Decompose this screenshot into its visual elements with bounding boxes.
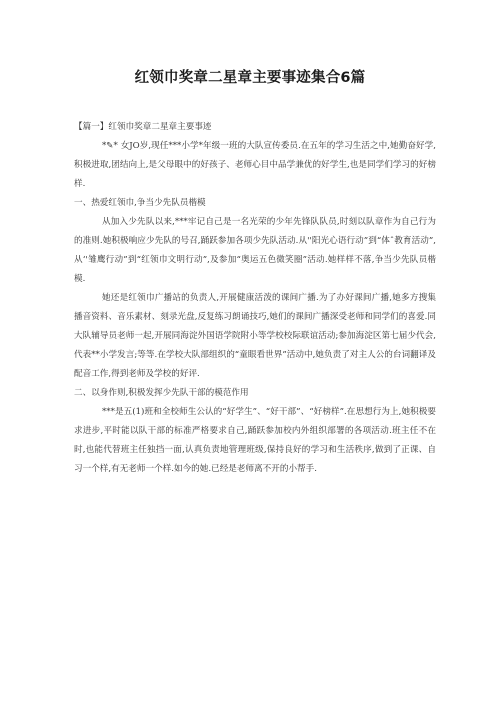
intro-paragraph: *✎* 女JO岁,现任***小学*年级一班的大队宣传委员.在五年的学习生活之中,她勤奋好学,积极进取,团结向上,是父母眼中的好孩子、老师心目中品学兼优的好学生,也是同学们学习的好榜样. xyxy=(74,141,436,189)
section-label: 【篇一】红领巾奖章二星章主要事迹 xyxy=(74,122,212,132)
body-paragraph-2: 她还是红领巾广播站的负责人,开展健康活泼的课间广播.为了办好课间广播,她多方搜集播音资料、音乐素材、刻录光盘,反复练习朗诵技巧,她们的课间广播深受老师和同学们的喜爱.同大队辅导员老师一起,开展同海淀外国语学院附小等学校校际联谊活动;参加海淀区第七届少代会,代表**小学发言;等等.在学校大队部组织的“童眼看世界”活动中,她负责了对主人公的台词翻译及配音工作,得到老师及学校的好评. xyxy=(74,293,436,379)
section-heading-1: 一、热爱红领巾,争当少先队员楷模 xyxy=(74,198,206,208)
body-paragraph-3: ***是五(1)班和全校师生公认的“好学生”、“好干部”、“好榜样”.在思想行为上,她积极要求进步,平时能以队干部的标准严格要求自己,踊跃参加校内外组织部署的各项活动.班主任不在时,也能代替班主任独挡一面,认真负责地管理班级,保持良好的学习和生活秩序,做到了正课、自习一个样,有无老师一个样.如今的她.已经是老师离不开的小帮手. xyxy=(74,407,436,474)
document-body xyxy=(74,118,436,479)
section-heading-2: 二、以身作则,积极发挥少先队干部的模范作用 xyxy=(74,388,249,398)
document-title: 红领巾奖章二星章主要事迹集合6篇 xyxy=(134,70,366,86)
body-paragraph-1: 从加入少先队以来,***牢记自己是一名光荣的少年先锋队队员,时刻以队章作为自己行为的准则.她积极响应少先队的号召,踊跃参加各项少先队活动.从''阳光心语行动”到“体ˆ教育活动”,从‘'雏鹰行动”到“红领巾文明行动”,及参加“奥运五色微笑圈”活动.她样样不落,争当少先队员楷模. xyxy=(74,217,436,284)
